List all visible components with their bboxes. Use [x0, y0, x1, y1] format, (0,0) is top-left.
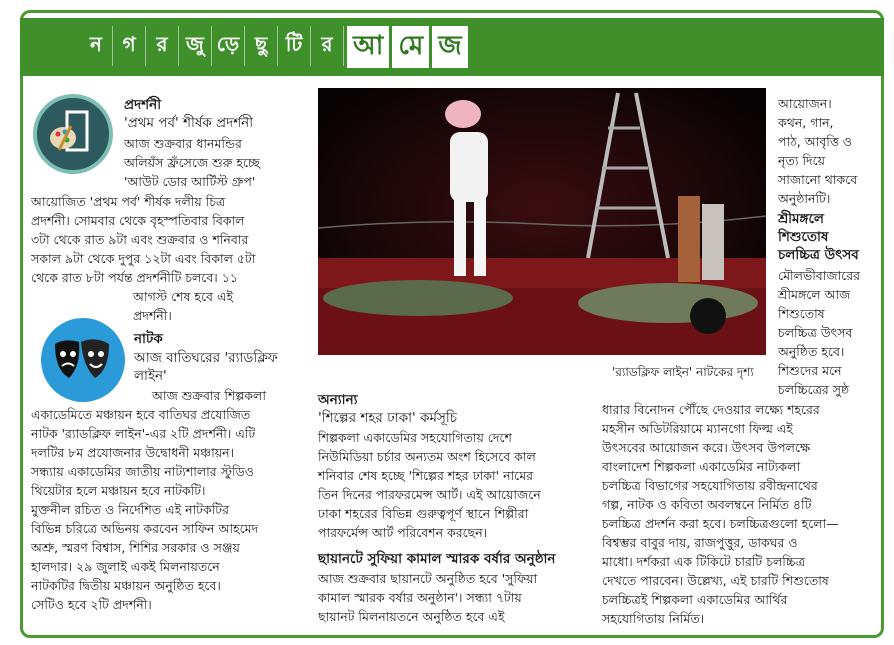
banner-big-letter: মে: [392, 26, 429, 68]
section-banner: [20, 18, 884, 76]
others-category: অন্যান্য: [318, 392, 358, 408]
banner-letter: ছু: [245, 26, 278, 66]
banner-letter: গ: [113, 26, 146, 66]
exhibition-body: আয়োজিত 'প্রথম পর্ব' শীর্ষক দলীয় চিত্র প্রদর্শনী। সোমবার থেকে বৃহস্পতিবার বিকাল ৩টা থেকে রাত ৯টা এবং শুক্রবার ও শনিবার সকাল ৯টা থেকে দুপুর ১২টা এবং বিকাল ৫টা থেকে রাত ৮টা পর্যন্ত প্রদর্শনীটি চলবে। ১১: [31, 194, 256, 285]
exhibition-tail: আগস্ট শেষ হবে এই প্রদর্শনী।: [133, 289, 233, 323]
festival-body: ধারার বিনোদন পৌঁছে দেওয়ার লক্ষ্যে শহরের মহসীন অডিটরিয়ামে ম্যানগো ফিল্ম এই উৎসবের আয়োজন করে। উৎসব উপলক্ষে বাংলাদেশ শিল্পকলা একাডেমির নাট্যকলা চলচ্চিত্র বিভাগের সহযোগিতায় রবীন্দ্রনাথের গল্প, নাটক ও কবিতা অবলম্বনে নির্মিত ৪টি চলচ্চিত্র প্রদর্শন করা হবে। চলচ্চিত্রগুলো হলো— বিশ্বম্ভর বাবুর দায়, রাজপুত্তুর, ডাকঘর ও মাধো। দর্শকরা এক টিকিটে চারটি চলচ্চিত্র দেখতে পারবেন। উল্লেখ্য, এই চারটি শিশুতোষ চলচ্চিত্রই শিল্পকলা একাডেমির আর্থির সহযোগিতায় নির্মিত।: [602, 402, 839, 626]
festival-title: শ্রীমঙ্গলে শিশুতোষ চলচ্চিত্র উৎসব: [778, 211, 859, 263]
drama-body: একাডেমিতে মঞ্চায়ন হবে বাতিঘর প্রযোজিত নাটক 'র‍্যাডক্লিফ লাইন'-এর ২টি প্রদর্শনী। এটি দলটির ৮ম প্রযোজনার উদ্বোধনী মঞ্চায়ন। সন্ধ্যায় একাডেমির জাতীয় নাট্যশালার স্টুডিও থিয়েটার হলে মঞ্চায়ন হবে নাটকটি। মুক্তনীল রচিত ও নির্দেশিত এই নাটকটির বিভিন্ন চরিত্রে অভিনয় করবেন সাফিন আহমেদ অশ্রু, স্মরণ বিশ্বাস, শিশির সরকার ও সঞ্জয় হালদার। ২৯ জুলাই একই মিলনায়তনে নাটকটির দ্বিতীয় মঞ্চায়ন অনুষ্ঠিত হবে। সেটিও হবে ২টি প্রদর্শনী।: [31, 407, 259, 612]
banner-letter: ন: [80, 26, 113, 66]
palette-icon: [33, 94, 113, 174]
play-scene-photo: [318, 88, 766, 355]
right-intro: আয়োজন। কথন, গান, পাঠ, আবৃত্তি ও নৃত্য দিয়ে সাজানো থাকবে অনুষ্ঠানটি।: [778, 96, 858, 206]
drama-title: আজ বাতিঘরের 'র‍্যাডক্লিফ লাইন': [134, 350, 278, 384]
banner-letter: র: [146, 26, 179, 66]
exhibition-intro: আজ শুক্রবার ধানমন্ডির অলিয়ঁস ফ্রঁসেজে শুরু হচ্ছে 'আউট ডোর আর্টিস্ট গ্রুপ': [124, 136, 260, 189]
others-title: 'শিল্পের শহর ঢাকা' কর্মসূচি: [318, 410, 458, 426]
chhayanaut-body: আজ শুক্রবার ছায়ানটে অনুষ্ঠিত হবে 'সুফিয়া কামাল স্মারক বর্ষার অনুষ্ঠান'। সন্ধ্যা ৭টায় ছায়ানট মিলনায়তনে অনুষ্ঠিত হবে এই: [318, 571, 538, 624]
exhibition-category: প্রদর্শনী: [124, 97, 162, 113]
theatre-masks-icon: [41, 318, 125, 402]
banner-letter: ড়ে: [212, 26, 245, 66]
drama-category: নাটক: [134, 331, 163, 347]
banner-letter: জু: [179, 26, 212, 66]
banner-big-letter: জ: [432, 26, 467, 68]
banner-title: [80, 26, 468, 68]
others-body: শিল্পকলা একাডেমির সহযোগিতায় দেশে নিউমিডিয়া চর্চার অন্যতম অংশ হিসেবে কাল শনিবার শেষ হচ্ছে 'শিল্পের শহর ঢাকা' নামের তিন দিনের পারফরমেন্স আর্ট। এই আয়োজনে ঢাকা শহরের বিভিন্ন গুরুত্বপূর্ণ স্থানে শিল্পীরা পারফর্মেন্স আর্ট পরিবেশন করছেন।: [318, 430, 541, 540]
banner-letter: র: [311, 26, 344, 66]
banner-letter: টি: [278, 26, 311, 66]
banner-big-letter: আ: [347, 26, 389, 68]
photo-caption: 'র‍্যাডক্লিফ লাইন' নাটকের দৃশ্য: [612, 365, 754, 379]
chhayanaut-title: ছায়ানটে সুফিয়া কামাল স্মারক বর্ষার অনুষ্ঠান: [318, 551, 556, 567]
exhibition-title: 'প্রথম পর্ব' শীর্ষক প্রদর্শনী: [124, 115, 254, 131]
festival-intro: মৌলভীবাজারের শ্রীমঙ্গলে আজ শিশুতোষ চলচ্চিত্র উৎসব অনুষ্ঠিত হবে। শিশুদের মনে চলচ্চিত্রের সুষ্ঠ: [778, 268, 860, 397]
drama-intro: আজ শুক্রবার শিল্পকলা: [152, 388, 266, 403]
